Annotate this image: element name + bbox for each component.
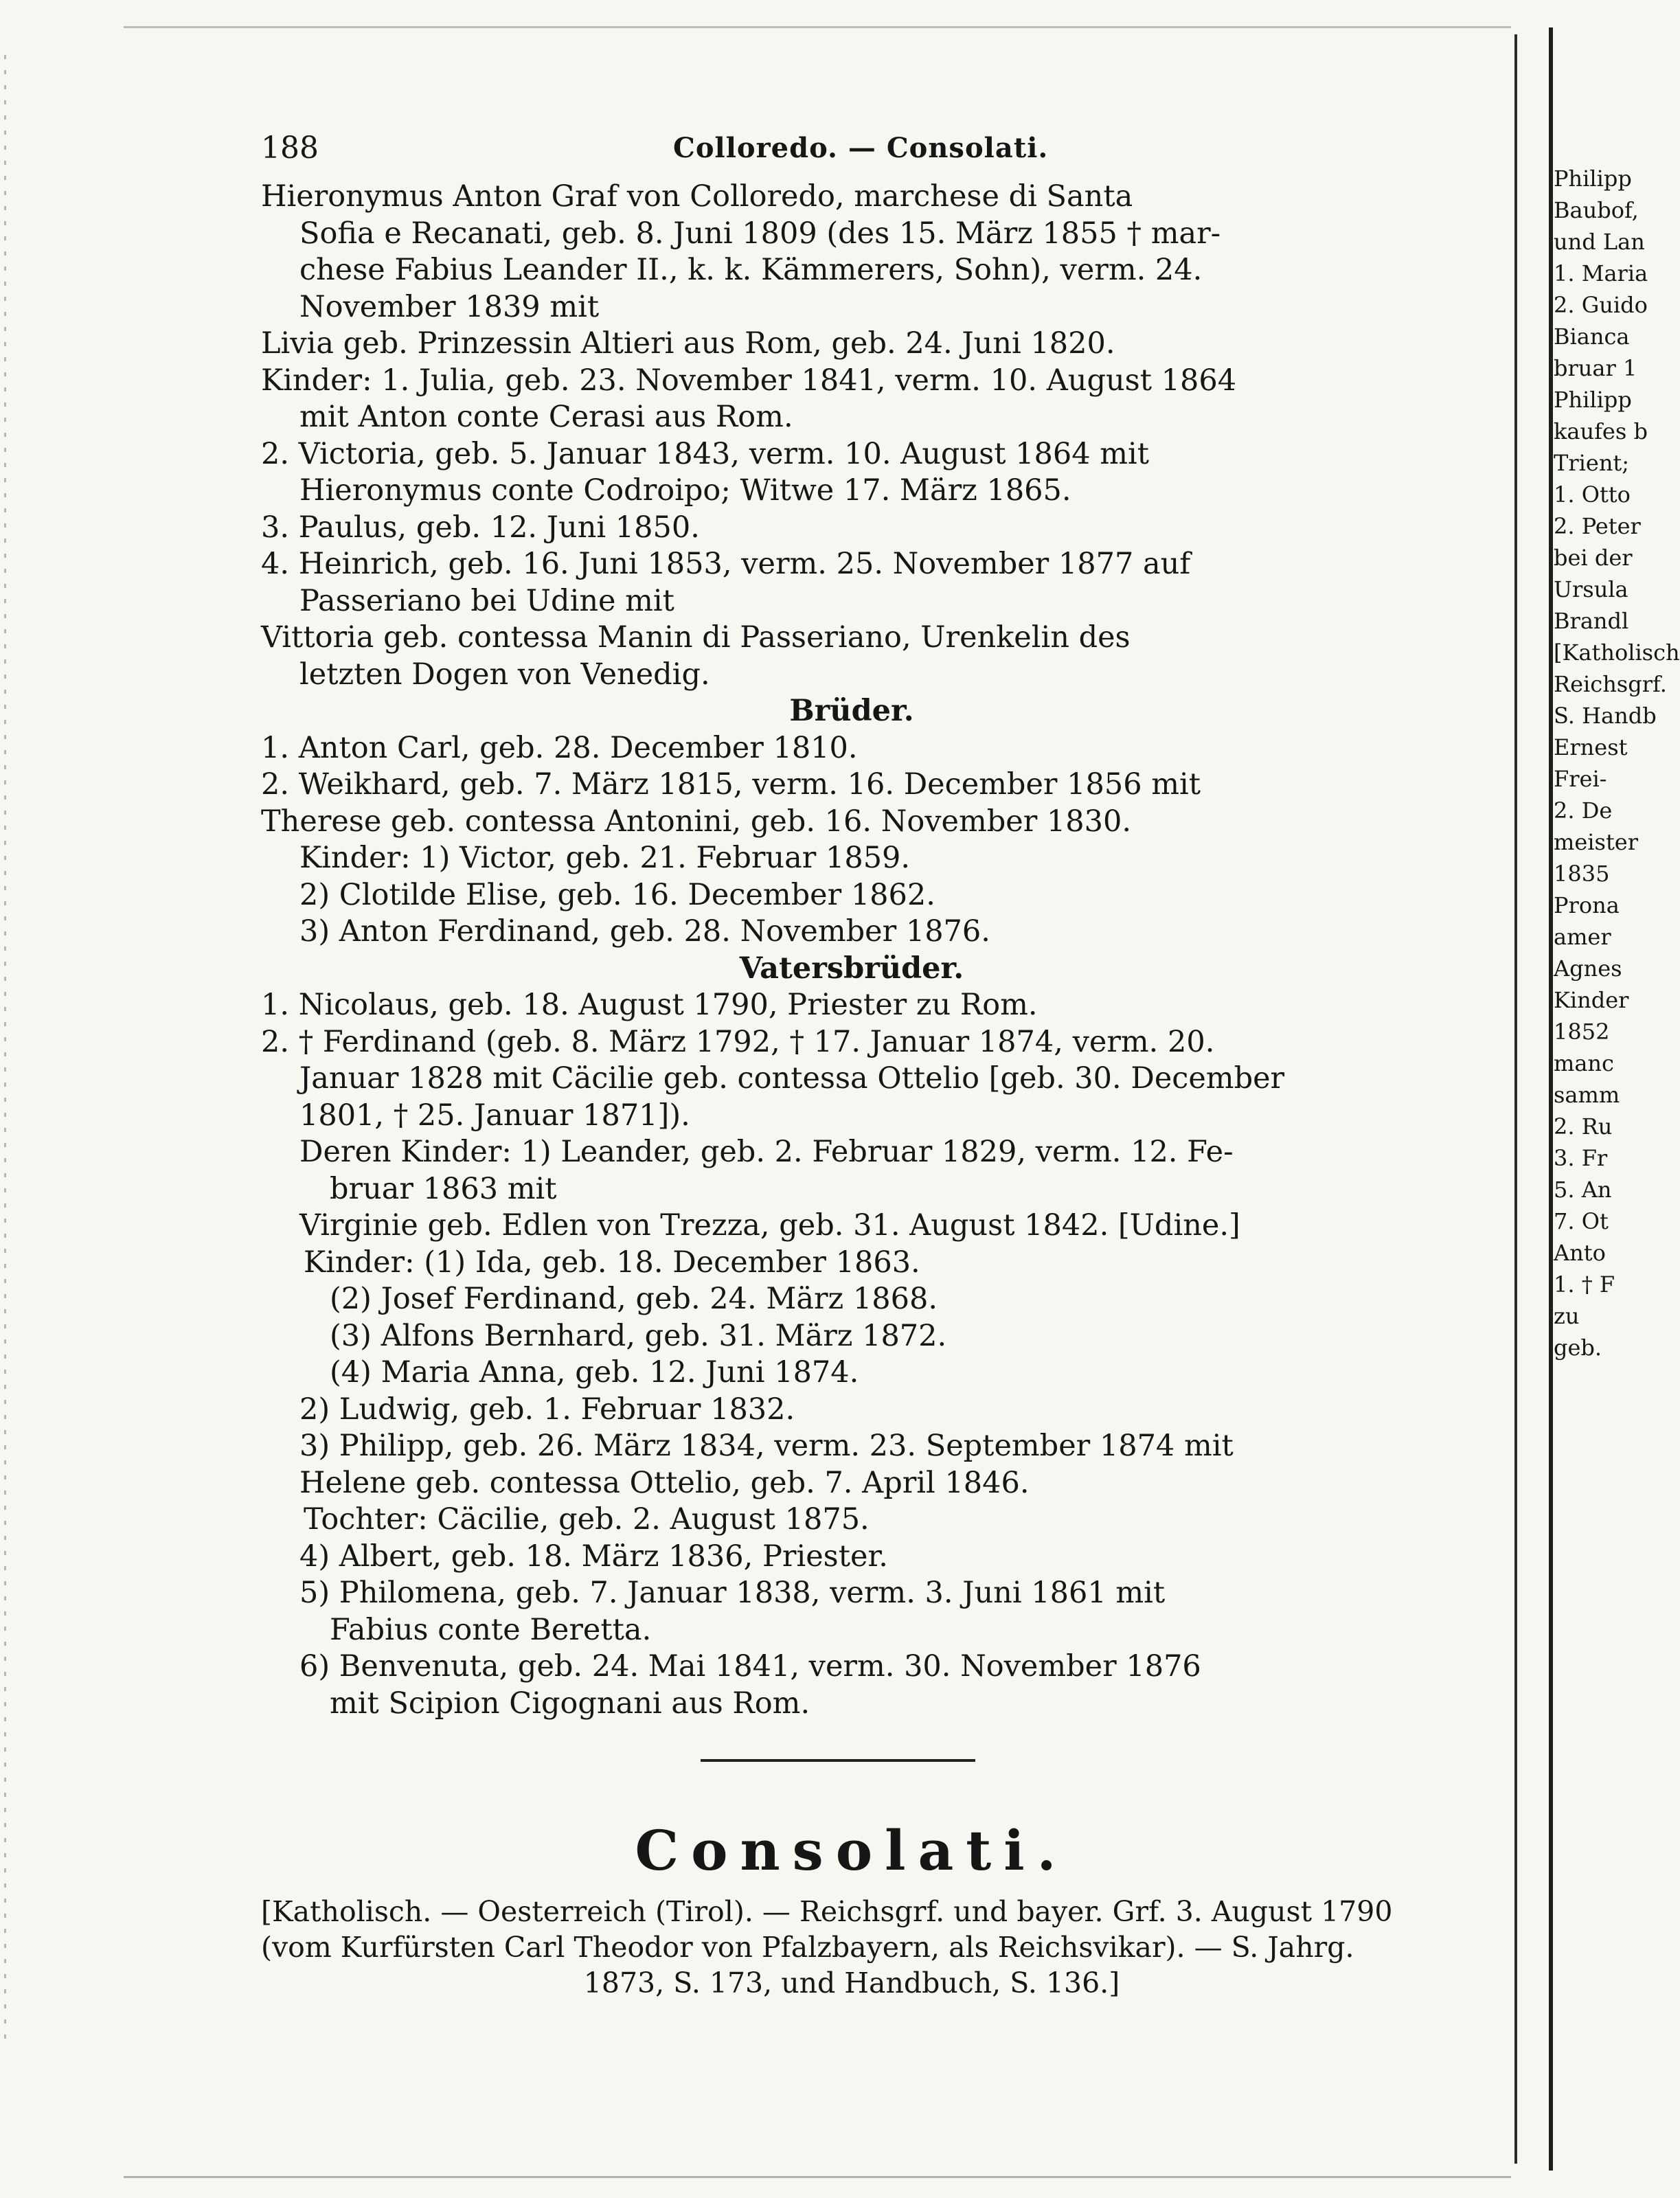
adjacent-line: Philipp	[1554, 387, 1632, 413]
section-note	[261, 1894, 1442, 2001]
adjacent-page-fragment	[1554, 165, 1680, 1366]
adjacent-line: Philipp	[1554, 166, 1632, 192]
entry-line: (2) Josef Ferdinand, geb. 24. März 1868.	[330, 1282, 938, 1316]
entry-line: Helene geb. contessa Ottelio, geb. 7. April 1846.	[299, 1465, 1030, 1500]
entry-line: Hieronymus conte Codroipo; Witwe 17. März 1865.	[299, 473, 1071, 508]
note-line: 1873, S. 173, und Handbuch, S. 136.]	[583, 1967, 1120, 1999]
adjacent-line: 1835	[1554, 861, 1610, 887]
entry-line: Virginie geb. Edlen von Trezza, geb. 31. August 1842. [Udine.]	[299, 1208, 1240, 1243]
adjacent-line: 1. Otto	[1554, 481, 1631, 508]
note-line: (vom Kurfürsten Carl Theodor von Pfalzbayern, als Reichsvikar). — S. Jahrg.	[261, 1931, 1354, 1964]
adjacent-line: kaufes b	[1554, 418, 1648, 444]
adjacent-line: 1. † F	[1554, 1271, 1615, 1298]
adjacent-line: [Katholisch	[1554, 639, 1680, 666]
running-head	[261, 124, 1442, 179]
entry-line: 2. † Ferdinand (geb. 8. März 1792, † 17. Januar 1874, verm. 20.	[261, 1024, 1215, 1059]
gutter-line	[1514, 34, 1517, 2164]
scan-edge-left	[4, 55, 6, 2047]
adjacent-line: S. Handb	[1554, 703, 1657, 729]
entry-line: Kinder: 1) Victor, geb. 21. Februar 1859.	[299, 841, 911, 875]
entry-line: 1801, † 25. Januar 1871]).	[299, 1098, 690, 1133]
entry-line: chese Fabius Leander II., k. k. Kämmerers, Sohn), verm. 24.	[299, 253, 1203, 287]
entry-line: November 1839 mit	[299, 289, 600, 324]
adjacent-line: 2. De	[1554, 797, 1613, 824]
entry-line: Tochter: Cäcilie, geb. 2. August 1875.	[304, 1502, 870, 1537]
entry-line: 5) Philomena, geb. 7. Januar 1838, verm. 3. Juni 1861 mit	[299, 1576, 1166, 1610]
entry-line: Kinder: (1) Ida, geb. 18. December 1863.	[304, 1245, 920, 1280]
entry-line: Sofia e Recanati, geb. 8. Juni 1809 (des 15. März 1855 † mar-	[299, 216, 1221, 251]
adjacent-line: Brandl	[1554, 608, 1629, 634]
adjacent-line: Ursula	[1554, 576, 1628, 602]
adjacent-line: zu	[1554, 1303, 1580, 1329]
entry-line: Deren Kinder: 1) Leander, geb. 2. Februar 1829, verm. 12. Fe-	[299, 1135, 1234, 1169]
adjacent-line: Kinder	[1554, 987, 1629, 1013]
entry-line: (3) Alfons Bernhard, geb. 31. März 1872.	[330, 1318, 947, 1353]
adjacent-line: Anto	[1554, 1240, 1606, 1266]
entry-line: 2. Victoria, geb. 5. Januar 1843, verm. 10. August 1864 mit	[261, 436, 1150, 471]
adjacent-line: meister	[1554, 829, 1639, 855]
page-number: 188	[261, 131, 319, 166]
entry-line: Januar 1828 mit Cäcilie geb. contessa Ottelio [geb. 30. December	[299, 1061, 1285, 1096]
adjacent-line: bruar 1	[1554, 355, 1637, 381]
genealogy-entries	[261, 179, 1442, 1722]
entry-line: (4) Maria Anna, geb. 12. Juni 1874.	[330, 1355, 859, 1390]
entry-line: 2) Clotilde Elise, geb. 16. December 1862.	[299, 877, 935, 912]
adjacent-line: Ernest	[1554, 734, 1628, 760]
adjacent-line: manc	[1554, 1050, 1614, 1076]
entry-line: letzten Dogen von Venedig.	[299, 657, 710, 692]
adjacent-line: Trient;	[1554, 450, 1630, 476]
entry-line: 4. Heinrich, geb. 16. Juni 1853, verm. 25. November 1877 auf	[261, 547, 1191, 581]
adjacent-line: 2. Peter	[1554, 513, 1641, 539]
adjacent-line: 2. Ru	[1554, 1113, 1613, 1140]
entry-line: 3) Anton Ferdinand, geb. 28. November 1876.	[299, 914, 990, 949]
adjacent-line: Bianca	[1554, 324, 1630, 350]
adjacent-line: Baubof,	[1554, 197, 1639, 223]
adjacent-line: 2. Guido	[1554, 292, 1648, 318]
subsection-heading: Vatersbrüder.	[739, 951, 964, 986]
entry-line: 3) Philipp, geb. 26. März 1834, verm. 23. September 1874 mit	[299, 1429, 1234, 1463]
entry-line: Therese geb. contessa Antonini, geb. 16. November 1830.	[261, 804, 1132, 839]
adjacent-line: geb.	[1554, 1335, 1602, 1361]
entry-line: Hieronymus Anton Graf von Colloredo, marchese di Santa	[261, 179, 1133, 214]
divider-rule	[701, 1759, 975, 1762]
entry-line: 1. Anton Carl, geb. 28. December 1810.	[261, 730, 858, 765]
entry-line: 1. Nicolaus, geb. 18. August 1790, Priester zu Rom.	[261, 988, 1038, 1022]
adjacent-line: 5. An	[1554, 1177, 1612, 1203]
adjacent-line: Agnes	[1554, 955, 1622, 982]
section-title: Consolati.	[635, 1818, 1069, 1883]
entry-line: 3. Paulus, geb. 12. Juni 1850.	[261, 510, 700, 545]
scan-edge-top	[124, 26, 1511, 28]
entry-line: bruar 1863 mit	[330, 1171, 557, 1206]
adjacent-line: Frei-	[1554, 766, 1607, 792]
entry-line: Kinder: 1. Julia, geb. 23. November 1841, verm. 10. August 1864	[261, 363, 1237, 398]
entry-line: 6) Benvenuta, geb. 24. Mai 1841, verm. 30. November 1876	[299, 1649, 1201, 1684]
entry-line: mit Scipion Cigognani aus Rom.	[330, 1686, 810, 1721]
adjacent-line: Reichsgrf.	[1554, 671, 1667, 697]
entry-line: 4) Albert, geb. 18. März 1836, Priester.	[299, 1539, 888, 1574]
section-divider	[261, 1749, 1442, 1770]
entry-line: Vittoria geb. contessa Manin di Passeriano, Urenkelin des	[261, 620, 1131, 655]
subsection-heading: Brüder.	[789, 694, 914, 728]
adjacent-line: Prona	[1554, 892, 1620, 918]
entry-line: Fabius conte Beretta.	[330, 1612, 652, 1647]
adjacent-line: samm	[1554, 1082, 1620, 1108]
note-line: [Katholisch. — Oesterreich (Tirol). — Reichsgrf. und bayer. Grf. 3. August 1790	[261, 1895, 1393, 1928]
entry-line: 2) Ludwig, geb. 1. Februar 1832.	[299, 1392, 795, 1427]
entry-line: mit Anton conte Cerasi aus Rom.	[299, 400, 793, 434]
book-page	[261, 124, 1442, 2001]
adjacent-line: 1. Maria	[1554, 260, 1648, 286]
adjacent-line: amer	[1554, 924, 1611, 950]
adjacent-line: bei der	[1554, 545, 1633, 571]
adjacent-line: 3. Fr	[1554, 1145, 1608, 1171]
adjacent-line: 1852	[1554, 1019, 1610, 1045]
entry-line: Passeriano bei Udine mit	[299, 583, 674, 618]
running-title: Colloredo. — Consolati.	[673, 132, 1049, 164]
entry-line: 2. Weikhard, geb. 7. März 1815, verm. 16. December 1856 mit	[261, 767, 1201, 802]
scan-edge-bottom	[124, 2176, 1511, 2178]
entry-line: Livia geb. Prinzessin Altieri aus Rom, geb. 24. Juni 1820.	[261, 326, 1115, 361]
gutter-line-thick	[1549, 27, 1553, 2171]
adjacent-line: und Lan	[1554, 229, 1645, 255]
adjacent-line: 7. Ot	[1554, 1208, 1609, 1234]
